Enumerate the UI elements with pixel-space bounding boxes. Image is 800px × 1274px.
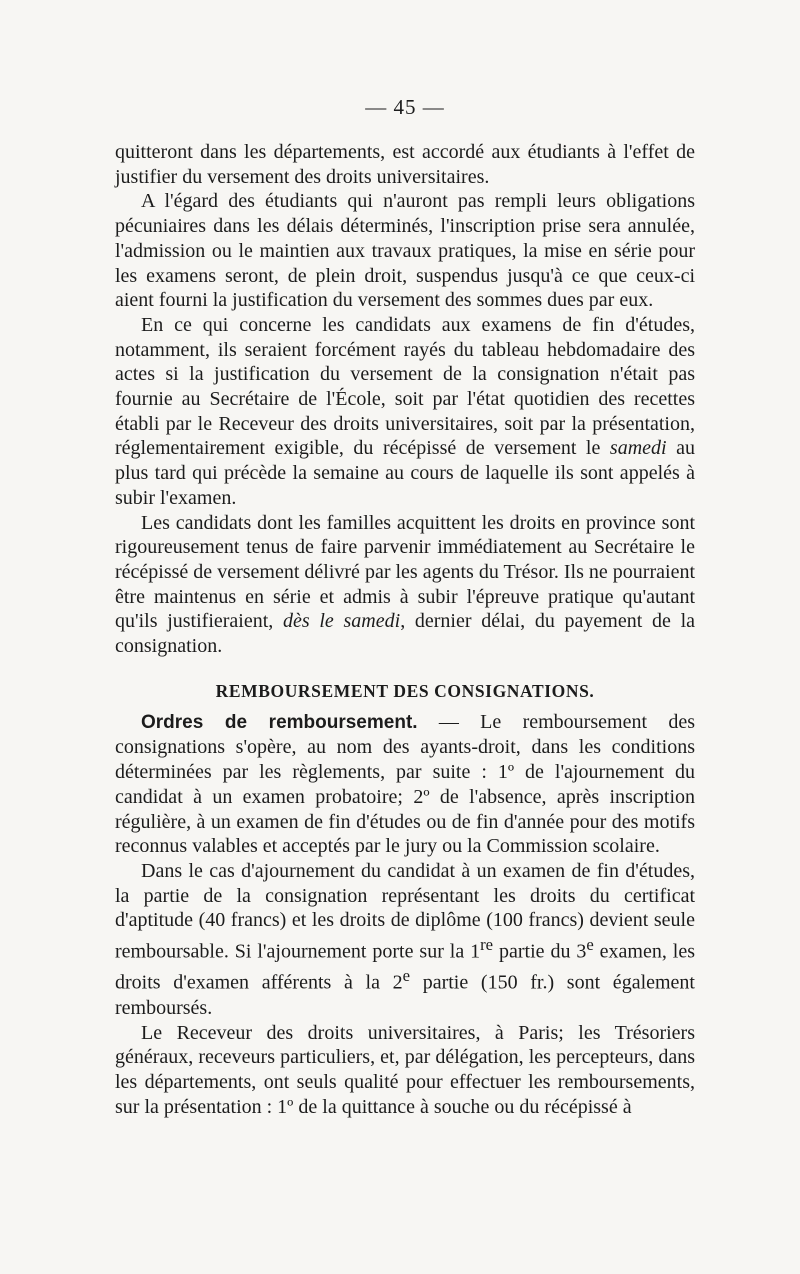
paragraph-3-text-a: En ce qui concerne les candidats aux examens de fin d'études, notamment, ils seraient forcément rayés du tableau hebdomadaire des actes si la justification du versement de la consignation n'était pas fournie au Secrétaire de l'École, soit par l'état quotidien des recettes établi par le Receveur des droits universitaires, soit par la présentation, réglementairement exigible, du récépissé de versement le — [115, 313, 695, 460]
paragraph-6-text-b: partie du 3 — [493, 940, 587, 963]
document-page — [115, 95, 695, 1119]
paragraph-6-text-a: Dans le cas d'ajournement du candidat à un examen de fin d'études, la partie de la consignation représentant les droits du certificat d'aptitude (40 francs) et les droits de diplôme (100 francs) devient seule remboursable. Si l'ajournement porte sur la 1 — [115, 859, 695, 963]
paragraph-7: Le Receveur des droits universitaires, à Paris; les Trésoriers généraux, receveurs particuliers, et, par délégation, les percepteurs, dans les départements, ont seuls qualité pour effectuer les remboursements, sur la présentation : 1º de la quittance à souche ou du récépissé à — [115, 1021, 695, 1118]
page-number: — 45 — — [365, 95, 445, 119]
paragraph-5 — [115, 710, 695, 859]
paragraph-3 — [115, 313, 695, 511]
superscript-2: e — [586, 935, 594, 955]
paragraph-4-text-a: Les candidats dont les familles acquittent les droits en province sont rigoureusement tenus de faire parvenir immédiatement au Secrétaire le récépissé de versement délivré par les agents du Trésor. Ils ne pourraient être maintenus en série et admis à subir l'épreuve pratique qu'autant qu'ils justifieraient, — [115, 511, 695, 633]
paragraph-5-text: — Le remboursement des consignations s'opère, au nom des ayants-droit, dans les conditions déterminées par les règlements, par suite : 1º de l'ajournement du candidat à un examen probatoire; 2º de l'absence, après inscription régulière, à un examen de fin d'études ou de fin d'année pour des motifs reconnus valables et acceptés par le jury ou la Commission scolaire. — [115, 710, 695, 858]
paragraph-4-emphasis: dès le samedi — [283, 610, 401, 633]
superscript-3: e — [402, 966, 411, 986]
superscript-1: re — [480, 935, 494, 955]
paragraph-4 — [115, 511, 695, 659]
paragraph-3-emphasis: samedi — [609, 437, 667, 460]
paragraph-1: quitteront dans les départements, est accordé aux étudiants à l'effet de justifier du versement des droits universitaires. — [115, 141, 695, 188]
paragraph-6 — [115, 859, 695, 1021]
paragraph-3-text-b: au plus tard qui précède la semaine au cours de laquelle ils sont appelés à subir l'examen. — [115, 437, 695, 509]
section-heading: REMBOURSEMENT DES CONSIGNATIONS. — [215, 680, 595, 701]
paragraph-6-text-d: partie (150 fr.) sont également remboursés. — [115, 972, 695, 1019]
paragraph-4-text-b: , dernier délai, du payement de la consignation. — [115, 610, 695, 658]
run-in-heading: Ordres de remboursement. — [141, 711, 418, 733]
paragraph-2: A l'égard des étudiants qui n'auront pas rempli leurs obligations pécuniaires dans les délais déterminés, l'inscription prise sera annulée, l'admission ou le maintien aux travaux pratiques, la mise en série pour les examens seront, de plein droit, suspendus jusqu'à ce que ceux-ci aient fourni la justification du versement des sommes dues par eux. — [115, 190, 695, 312]
paragraph-6-text-c: examen, les droits d'examen afférents à la 2 — [115, 940, 696, 995]
